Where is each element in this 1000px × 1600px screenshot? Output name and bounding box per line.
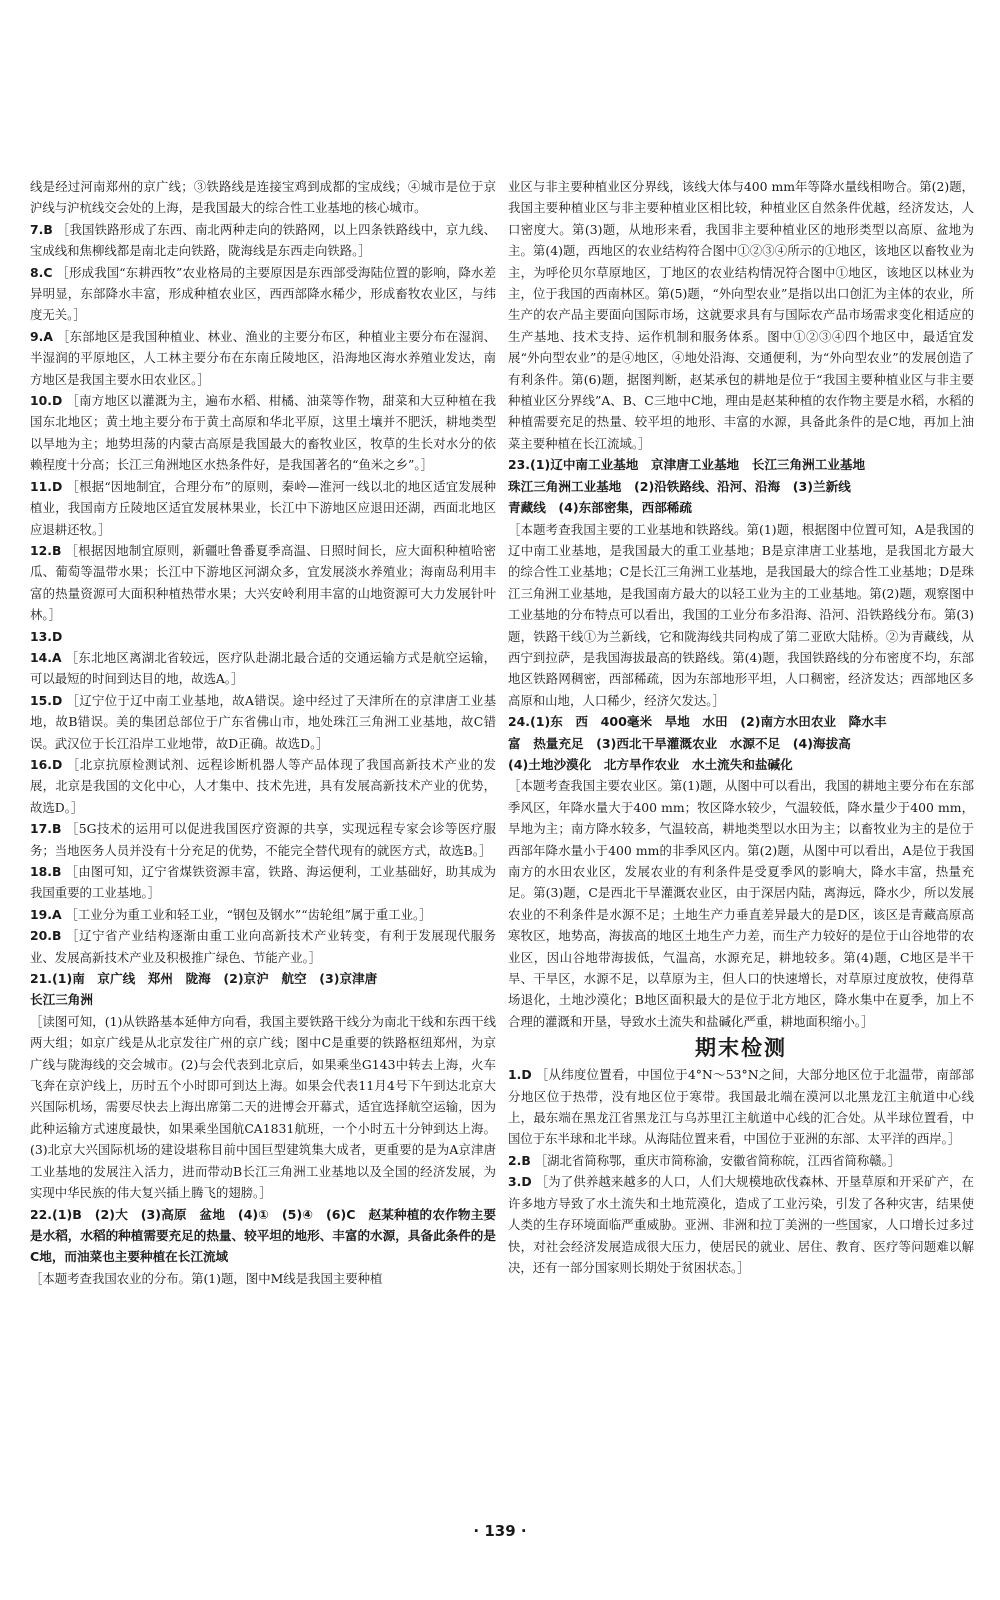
item-answer: D — [521, 1067, 532, 1083]
item-explanation: ［南方地区以灌溉为主，遍布水稻、柑橘、油菜等作物，甜菜和大豆种植在我国东北地区；黄土地主要分布于黄土高原和华北平原，这里土壤并不肥沃，耕地类型以旱地为主；地势坦荡的内蒙古高原是我国最大的畜牧业区，牧草的生长对水分的依赖程度十分高；长江三角洲地区水热条件好，是我国著名的“鱼米之乡”。］ — [30, 393, 496, 473]
answer-item-9 — [30, 326, 496, 390]
item-number: 19. — [30, 906, 52, 922]
answer-item-18 — [30, 861, 496, 904]
page-number: · 139 · — [473, 1522, 527, 1540]
answer-intro-right — [508, 176, 974, 454]
item-answer: D — [51, 393, 63, 409]
item-explanation: ［本题考查我国农业的分布。第(1)题，图中M线是我国主要种植 — [30, 1270, 383, 1286]
item-number: 2. — [508, 1152, 522, 1168]
item-answer: B — [51, 542, 62, 558]
item-number: 9. — [30, 328, 44, 344]
item-answer: C — [43, 264, 53, 280]
item-answer: D — [51, 692, 63, 708]
item-answer: D — [521, 1174, 532, 1190]
item-number: 14. — [30, 649, 52, 665]
item-answer-line: 长江三角洲 — [30, 992, 93, 1008]
item-explanation: ［工业分为重工业和轻工业，“钢包及钢水”“齿轮组”属于重工业。］ — [65, 906, 432, 922]
item-explanation: ［湖北省简称鄂，重庆市简称渝，安徽省简称皖，江西省简称赣。］ — [534, 1152, 901, 1168]
item-explanation: ［为了供养越来越多的人口，人们大规模地砍伐森林、开垦草原和开采矿产，在许多地方导致了水土流失和土地荒漠化，造成了工业污染，引发了各种灾害，结果使人类的生存环境面临严重威胁。亚洲、非洲和拉丁美洲的一些国家，人口增长过多过快，对社会经济发展造成很大压力，使居民的就业、居住、教育、医疗等问题难以解决，还有一部分国家则长期处于贫困状态。］ — [508, 1174, 974, 1275]
item-number: 11. — [30, 478, 52, 494]
intro-text: 线是经过河南郑州的京广线；③铁路线是连接宝鸡到成都的宝成线；④城市是位于京沪线与沪杭线交会处的上海，是我国最大的综合性工业基地的核心城市。 — [30, 179, 496, 216]
item-number: 24. — [508, 714, 530, 730]
item-answer-line: (4)土地沙漠化 北方旱作农业 水土流失和盐碱化 — [508, 756, 793, 772]
right-column — [508, 176, 974, 1278]
answer-item-15 — [30, 690, 496, 754]
answer-item-24 — [508, 711, 974, 1032]
answer-item-12 — [30, 540, 496, 626]
item-answer-line: (1)南 京广线 郑州 陇海 (2)京沪 航空 (3)京津唐 — [51, 971, 378, 987]
item-number: 17. — [30, 821, 52, 837]
answer-item-8 — [30, 262, 496, 326]
item-number: 21. — [30, 971, 52, 987]
item-explanation: ［根据“因地制宜，合理分布”的原则，秦岭—淮河一线以北的地区适宜发展种植业，我国南方丘陵地区适宜发展林果业，长江中下游地区应退田还湖，西面北地区应退耕还牧。］ — [30, 478, 496, 537]
item-number: 1. — [508, 1067, 522, 1083]
item-answer: D — [51, 478, 63, 494]
item-answer: A — [43, 328, 53, 344]
item-explanation: ［辽宁位于辽中南工业基地，故A错误。途中经过了天津所在的京津唐工业基地，故B错误。美的集团总部位于广东省佛山市，地处珠江三角洲工业基地，故C错误。武汉位于长江沿岸工业地带，故D正确。故选D。］ — [30, 692, 496, 751]
answer-item-17 — [30, 818, 496, 861]
item-explanation: ［5G技术的运用可以促进我国医疗资源的共享，实现远程专家会诊等医疗服务；当地医务人员并没有十分充足的优势，不能完全替代现有的就医方式，故选B。］ — [30, 821, 496, 858]
item-explanation: ［东北地区离湖北省较远，医疗队赴湖北最合适的交通运输方式是航空运输，可以最短的时间到达目的地，故选A。］ — [30, 649, 496, 687]
item-explanation: ［形成我国“东耕西牧”农业格局的主要原因是东西部受海陆位置的影响，降水差异明显，东部降水丰富，形成种植农业区，西西部降水稀少，形成畜牧农业区，与纬度无关。］ — [30, 264, 496, 323]
item-answer-line: 珠江三角洲工业基地 (2)沿铁路线、沿河、沿海 (3)兰新线 — [508, 478, 851, 494]
item-number: 7. — [30, 221, 44, 237]
item-answer: A — [51, 649, 62, 665]
item-explanation: ［从纬度位置看，中国位于4°N～53°N之间，大部分地区位于北温带，南部部分地区位于热带，没有地区位于寒带。我国最北端在漠河以北黑龙江主航道中心线上，最东端在黑龙江省黑龙江与乌苏里江主航道中心线的汇合处。从半球位置看，中国位于东半球和北半球。从海陆位置来看，中国位于亚洲的东部、太平洋的西岸。］ — [508, 1067, 974, 1147]
intro-text: 业区与非主要种植业区分界线，该线大体与400 mm年等降水量线相吻合。第(2)题，我国主要种植业区与非主要种植业区相比较，种植业区自然条件优越，经济发达，人口密度大。第(3)题，从地形来看，我国非主要种植业区的地形类型以高原、盆地为主。第(4)题，西地区的农业结构符合图中①②③④所示的①地区，该地区以畜牧业为主，为呼伦贝尔草原地区，丁地区的农业结构情况符合图中①地区，该地区以林业为主，位于我国的西南林区。第(5)题，“外向型农业”是指以出口创汇为主体的农业，所生产的农产品主要面向国际市场，这就要求具有与国际农产品市场需求变化相适应的生产基地、技术支持、运作机制和服务体系。图中①②③④四个地区中，最适宜发展“外向型农业”的是④地区，④地处沿海、交通便利，为“外向型农业”的发展创造了有利条件。第(6)题，据图判断，赵某承包的耕地是位于“我国主要种植业区与非主要种植业区分界线”A、B、C三地中C地，理由是赵某种植的农作物主要是水稻，水稻的种植需要充足的热量、较平坦的地形、丰富的水源，具备此条件的是C地，再加上油菜主要种植在长江流域。］ — [508, 179, 974, 451]
item-answer-line: 青藏线 (4)东部密集，西部稀疏 — [508, 500, 692, 516]
section-title: 期末检测 — [695, 1036, 787, 1061]
left-column — [30, 176, 496, 1289]
item-answer-line: (1)辽中南工业基地 京津唐工业基地 长江三角洲工业基地 — [529, 457, 866, 473]
item-number: 8. — [30, 264, 44, 280]
item-number: 20. — [30, 928, 52, 944]
item-number: 3. — [508, 1174, 522, 1190]
answer-item-14 — [30, 647, 496, 690]
answer-item-11 — [30, 476, 496, 540]
answer-item-7 — [30, 219, 496, 262]
answer-item-22 — [30, 1204, 496, 1290]
item-explanation: ［本题考查我国主要的工业基地和铁路线。第(1)题，根据图中位置可知，A是我国的辽中南工业基地，是我国最大的重工业基地；B是京津唐工业基地，是我国北方最大的综合性工业基地；C是长江三角洲工业基地，是我国最大的综合性工业基地；D是珠江三角洲工业基地，是我国南方最大的以轻工业为主的工业基地。第(2)题，观察图中工业基地的分布特点可以看出，我国的工业分布多沿海、沿河、沿铁路线分布。第(3)题，铁路干线①为兰新线，它和陇海线共同构成了第二亚欧大陆桥。②为青藏线，从西宁到拉萨，是我国海拔最高的铁路线。第(4)题，我国铁路线的分布密度不均，东部地区铁路网稠密，西部稀疏，因为东部地形平坦，人口稠密，经济发达；西部地区多高原和山地，人口稀少，经济欠发达。］ — [508, 521, 974, 708]
answer-item-13 — [30, 626, 496, 647]
item-answer: B — [521, 1152, 531, 1168]
answer-item-20 — [30, 925, 496, 968]
answer-item-21 — [30, 968, 496, 1203]
item-number: 22. — [30, 1206, 52, 1222]
item-explanation: ［北京抗原检测试剂、远程诊断机器人等产品体现了我国高新技术产业的发展，北京是我国的文化中心，人才集中、技术先进，具有发展高新技术产业的优势，故选D。］ — [30, 756, 496, 815]
item-answer: B — [51, 821, 62, 837]
item-explanation: ［根据因地制宜原则，新疆吐鲁番夏季高温、日照时间长，应大面积种植哈密瓜、葡萄等温带水果；长江中下游地区河湖众多，宜发展淡水养殖业；海南岛利用丰富的热量资源可大面积种植热带水果；大兴安岭利用丰富的山地资源可大力发展针叶林。］ — [30, 542, 496, 623]
item-answer: D — [51, 628, 63, 644]
item-answer: B — [51, 928, 62, 944]
item-number: 12. — [30, 542, 52, 558]
item-explanation: ［辽宁省产业结构逐渐由重工业向高新技术产业转变，有利于发展现代服务业、发展高新技术产业及积极推广绿色、节能产业。］ — [30, 928, 496, 965]
final-item-2 — [508, 1150, 974, 1171]
item-number: 18. — [30, 864, 52, 879]
item-answer-line: (1)B (2)大 (3)高原 盆地 (4)① (5)④ (6)C 赵某种植的农作物主要是水稻，水稻的种植需要充足的热量、较平坦的地形、丰富的水源，具备此条件的是C地，而油菜也主要种植在长江流域 — [30, 1206, 496, 1265]
item-explanation: ［东部地区是我国种植业、林业、渔业的主要分布区，种植业主要分布在湿润、半湿润的平原地区，人工林主要分布在东南丘陵地区，沿海地区海水养殖业发达，南方地区是我国主要水田农业区。］ — [30, 328, 497, 387]
item-answer-line: (1)东 西 400毫米 旱地 水田 (2)南方水田农业 降水丰 — [529, 714, 887, 730]
item-explanation: ［读图可知，(1)从铁路基本延伸方向看，我国主要铁路干线分为南北干线和东西干线两大组；如京广线是从北京发往广州的京广线；图中C是重要的铁路枢纽郑州，为京广线与陇海线的交会城市。(2)与会代表到北京后，如果乘坐G143中转去上海，火车飞奔在京沪线上，历时五个小时即可到达上海。如果会代表11月4号下午到达北京大兴国际机场，需要尽快去上海出席第二天的进博会开幕式，适宜选择航空运输，因为此种运输方式速度最快，如果乘坐国航CA1831航班，一个小时五十分钟到达上海。(3)北京大兴国际机场的建设堪称目前中国巨型建筑集大成者，更重要的是为A京津唐工业基地的发展注入活力，进而带动B长江三角洲工业基地以及全国的经济发展，为实现中华民族的伟大复兴插上腾飞的翅膀。］ — [30, 1013, 496, 1201]
final-item-3 — [508, 1171, 974, 1278]
item-number: 10. — [30, 393, 52, 409]
item-number: 16. — [30, 756, 52, 772]
item-explanation: ［我国铁路形成了东西、南北两种走向的铁路网，以上四条铁路线中，京九线、宝成线和焦柳线都是南北走向铁路，陇海线是东西走向铁路。］ — [30, 221, 496, 259]
item-explanation: ［本题考查我国主要农业区。第(1)题，从图中可以看出，我国的耕地主要分布在东部季风区，年降水量大于400 mm；牧区降水较少，气温较低，降水量少于400 mm，旱地为主；南方降水较多，气温较高，耕地类型以水田为主；以畜牧业为主的是位于西部年降水量小于400 mm的非季风区内。第(2)题，从图中可以看出，A是位于我国南方的水田农业区，发展农业的有利条件是受夏季风的影响大，降水丰富，热量充足。第(3)题，C是西北干旱灌溉农业区，由于深居内陆，离海远，降水少，所以发展农业的不利条件是水源不足；土地生产力垂直差异最大的是D区，该区是青藏高原高寒牧区，地势高，海拔高的地区土地生产力差，而生产力较好的是位于山谷地带的农业区，因山谷地带海拔低，气温高，水源充足，耕地较多。第(4)题，C地区是半干旱、干旱区，水源不足，以草原为主，但人口的快速增长，对草原过度放牧，使得草场退化，土地沙漠化；B地区面积最大的是位于北方地区，降水集中在夏季，加上不合理的灌溉和开垦，导致水土流失和盐碱化严重，耕地面积缩小。］ — [508, 778, 974, 1029]
answer-item-10 — [30, 390, 496, 476]
answer-intro-left — [30, 176, 496, 219]
item-answer: D — [51, 756, 63, 772]
item-explanation: ［由图可知，辽宁省煤铁资源丰富，铁路、海运便利，工业基础好，助其成为我国重要的工业基地。］ — [30, 864, 496, 901]
item-answer: B — [51, 864, 62, 879]
answer-item-16 — [30, 754, 496, 818]
item-number: 13. — [30, 628, 52, 644]
final-item-1 — [508, 1064, 974, 1150]
item-answer: A — [51, 906, 62, 922]
item-number: 23. — [508, 457, 530, 473]
item-answer: B — [43, 221, 53, 237]
item-number: 15. — [30, 692, 52, 708]
item-answer-line: 富 热量充足 (3)西北干旱灌溉农业 水源不足 (4)海拔高 — [508, 735, 851, 751]
answer-item-23 — [508, 454, 974, 711]
answer-item-19 — [30, 904, 496, 925]
